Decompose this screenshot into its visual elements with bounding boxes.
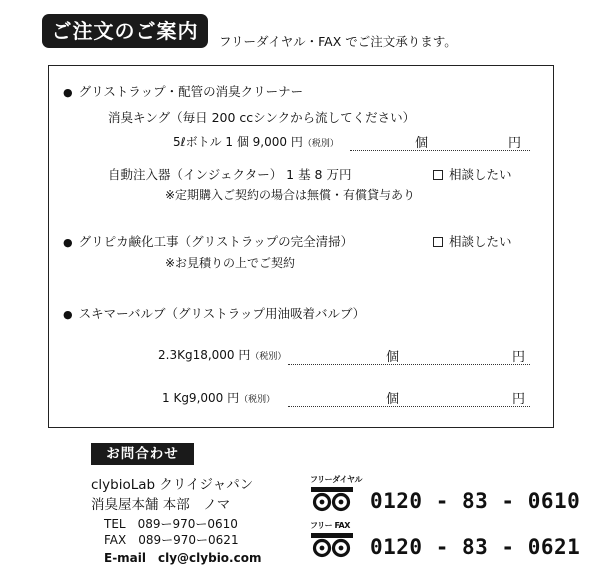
- branch-name: 消臭屋本舗 本部 ノマ: [91, 497, 231, 513]
- company-name: clybioLab クリイジャパン: [91, 477, 254, 493]
- skimmer-item1-price-text: 2.3Kg18,000 円: [158, 348, 251, 362]
- contract-note: ※定期購入ご契約の場合は無償・有償貸与あり: [165, 188, 416, 202]
- email-address[interactable]: E-mail cly@clybio.com: [104, 551, 262, 565]
- estimate-note: ※お見積りの上でご契約: [165, 256, 296, 270]
- injector-line: 自動注入器（インジェクター） 1 基 8 万円: [108, 167, 352, 182]
- section-saponification-title: ● グリピカ鹸化工事（グリストラップの完全清掃）: [63, 232, 353, 250]
- skimmer-item1-price: [158, 346, 286, 363]
- section-deodorizer-title: ● グリストラップ・配管の消臭クリーナー: [63, 82, 303, 100]
- saponification-consult-option[interactable]: [433, 232, 512, 250]
- section-skimmer-title: ● スキマーバルブ（グリストラップ用油吸着バルブ）: [63, 304, 365, 322]
- freefax-number[interactable]: 0120 - 83 - 0621: [370, 535, 581, 559]
- freedial-number[interactable]: 0120 - 83 - 0610: [370, 489, 581, 513]
- injector-consult-option[interactable]: [433, 165, 512, 183]
- freefax-label: フリー FAX: [310, 521, 350, 530]
- deodorizer-qty-unit: 個: [415, 136, 429, 151]
- deodorizer-tax-note: （税別）: [302, 139, 339, 149]
- skimmer-item2-tax: （税別）: [239, 395, 276, 405]
- deodorizer-price-text: 5ℓボトル 1 個 9,000 円: [173, 135, 303, 149]
- skimmer-item2-yen-unit: 円: [512, 392, 526, 407]
- deodorizer-order-field[interactable]: [350, 150, 530, 151]
- fax-number[interactable]: FAX 089ー970ー0621: [104, 533, 239, 547]
- contact-title: お問合わせ: [91, 443, 194, 465]
- tel-number[interactable]: TEL 089ー970ー0610: [104, 517, 238, 531]
- skimmer-item1-yen-unit: 円: [512, 350, 526, 365]
- skimmer-item2-price-text: 1 Kg9,000 円: [162, 391, 240, 405]
- freedial-label: フリーダイヤル: [310, 475, 362, 484]
- deodorizer-yen-unit: 円: [508, 136, 522, 151]
- skimmer-item1-tax: （税別）: [250, 352, 287, 362]
- deodorizer-product-line: 消臭キング（毎日 200 ccシンクから流してください）: [108, 110, 416, 125]
- injector-consult-checkbox[interactable]: [433, 170, 443, 180]
- skimmer-item2-order-field[interactable]: [288, 406, 530, 407]
- skimmer-item1-order-field[interactable]: [288, 364, 530, 365]
- order-guide-title: ご注文のご案内: [42, 14, 208, 48]
- freefax-logo-icon: [310, 532, 354, 558]
- skimmer-item1-qty-unit: 個: [386, 350, 400, 365]
- skimmer-item2-price: [162, 389, 275, 406]
- deodorizer-price: [173, 133, 339, 150]
- skimmer-item2-qty-unit: 個: [386, 392, 400, 407]
- order-guide-subtitle: フリーダイヤル・FAX でご注文承ります。: [219, 34, 457, 49]
- saponification-consult-label: 相談したい: [449, 234, 512, 249]
- saponification-consult-checkbox[interactable]: [433, 237, 443, 247]
- injector-consult-label: 相談したい: [449, 167, 512, 182]
- freedial-logo-icon: [310, 486, 354, 512]
